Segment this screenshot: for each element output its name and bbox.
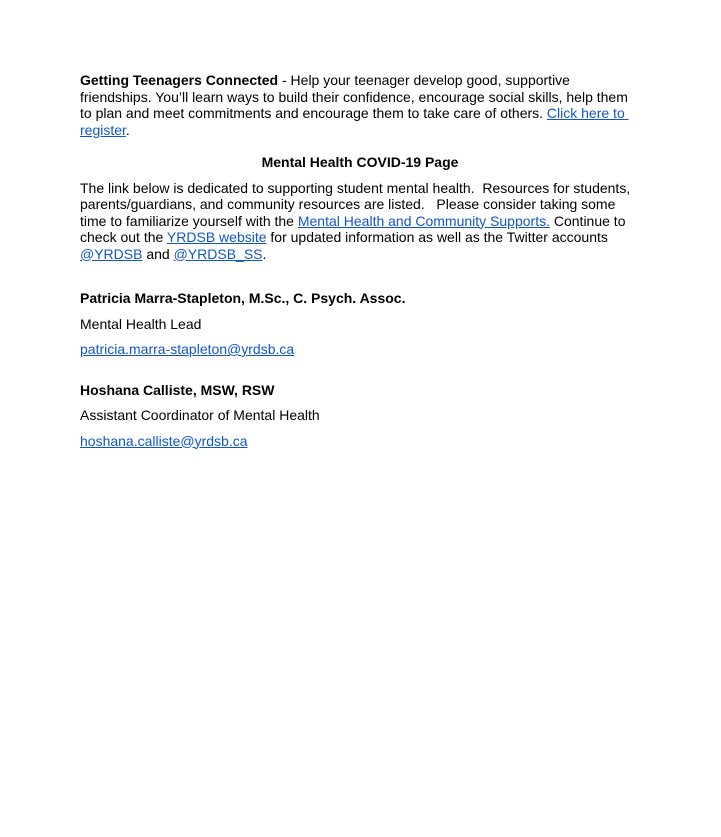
contact-email-link[interactable]: hoshana.calliste@yrdsb.ca — [80, 432, 248, 449]
mental-health-covid-heading: Mental Health COVID-19 Page — [261, 154, 459, 170]
contact-email-link[interactable]: patricia.marra-stapleton@yrdsb.ca — [80, 341, 295, 357]
intro-end-period: . — [125, 121, 130, 138]
paragraph-covid-resources — [80, 180, 640, 263]
contact-block-patricia — [80, 290, 640, 358]
yrdsb-website-link[interactable]: YRDSB website — [166, 229, 267, 245]
twitter-yrdsb-link[interactable]: @YRDSB — [80, 245, 143, 262]
mental-health-community-supports-link[interactable]: Mental Health and Community Supports. — [297, 212, 550, 229]
paragraph-getting-teenagers-connected — [80, 72, 640, 138]
intro-body-text: - Help your teenager develop good, supportive friendships. You’ll learn ways to build their confidence, encourage social skills, help them to plan and meet commitments and encourage them to take care of others. — [80, 72, 632, 121]
covid-text-4: and — [142, 245, 174, 262]
contact-block-hoshana — [80, 382, 640, 450]
covid-text-1: The link below is dedicated to supporting student mental health. Resources for students, parents/guardians, and community resources are listed. Please consider taking some time to familiarize yourself with the — [80, 179, 635, 229]
covid-text-2: Continue to check out the — [80, 212, 630, 245]
twitter-yrdsb-ss-link[interactable]: @YRDSB_SS — [173, 245, 263, 262]
contact-title: Assistant Coordinator of Mental Health — [80, 407, 320, 423]
covid-text-3: for updated information as well as the Twitter accounts — [266, 229, 612, 245]
contact-title: Mental Health Lead — [80, 315, 202, 332]
document-content — [80, 72, 640, 473]
contact-name: Patricia Marra-Stapleton, M.Sc., C. Psych. Assoc. — [80, 290, 406, 306]
click-here-to-register-link[interactable]: Click here to register — [80, 105, 629, 138]
covid-end-period: . — [262, 245, 267, 262]
intro-bold-lead: Getting Teenagers Connected — [80, 72, 279, 88]
contact-name: Hoshana Calliste, MSW, RSW — [80, 381, 275, 398]
